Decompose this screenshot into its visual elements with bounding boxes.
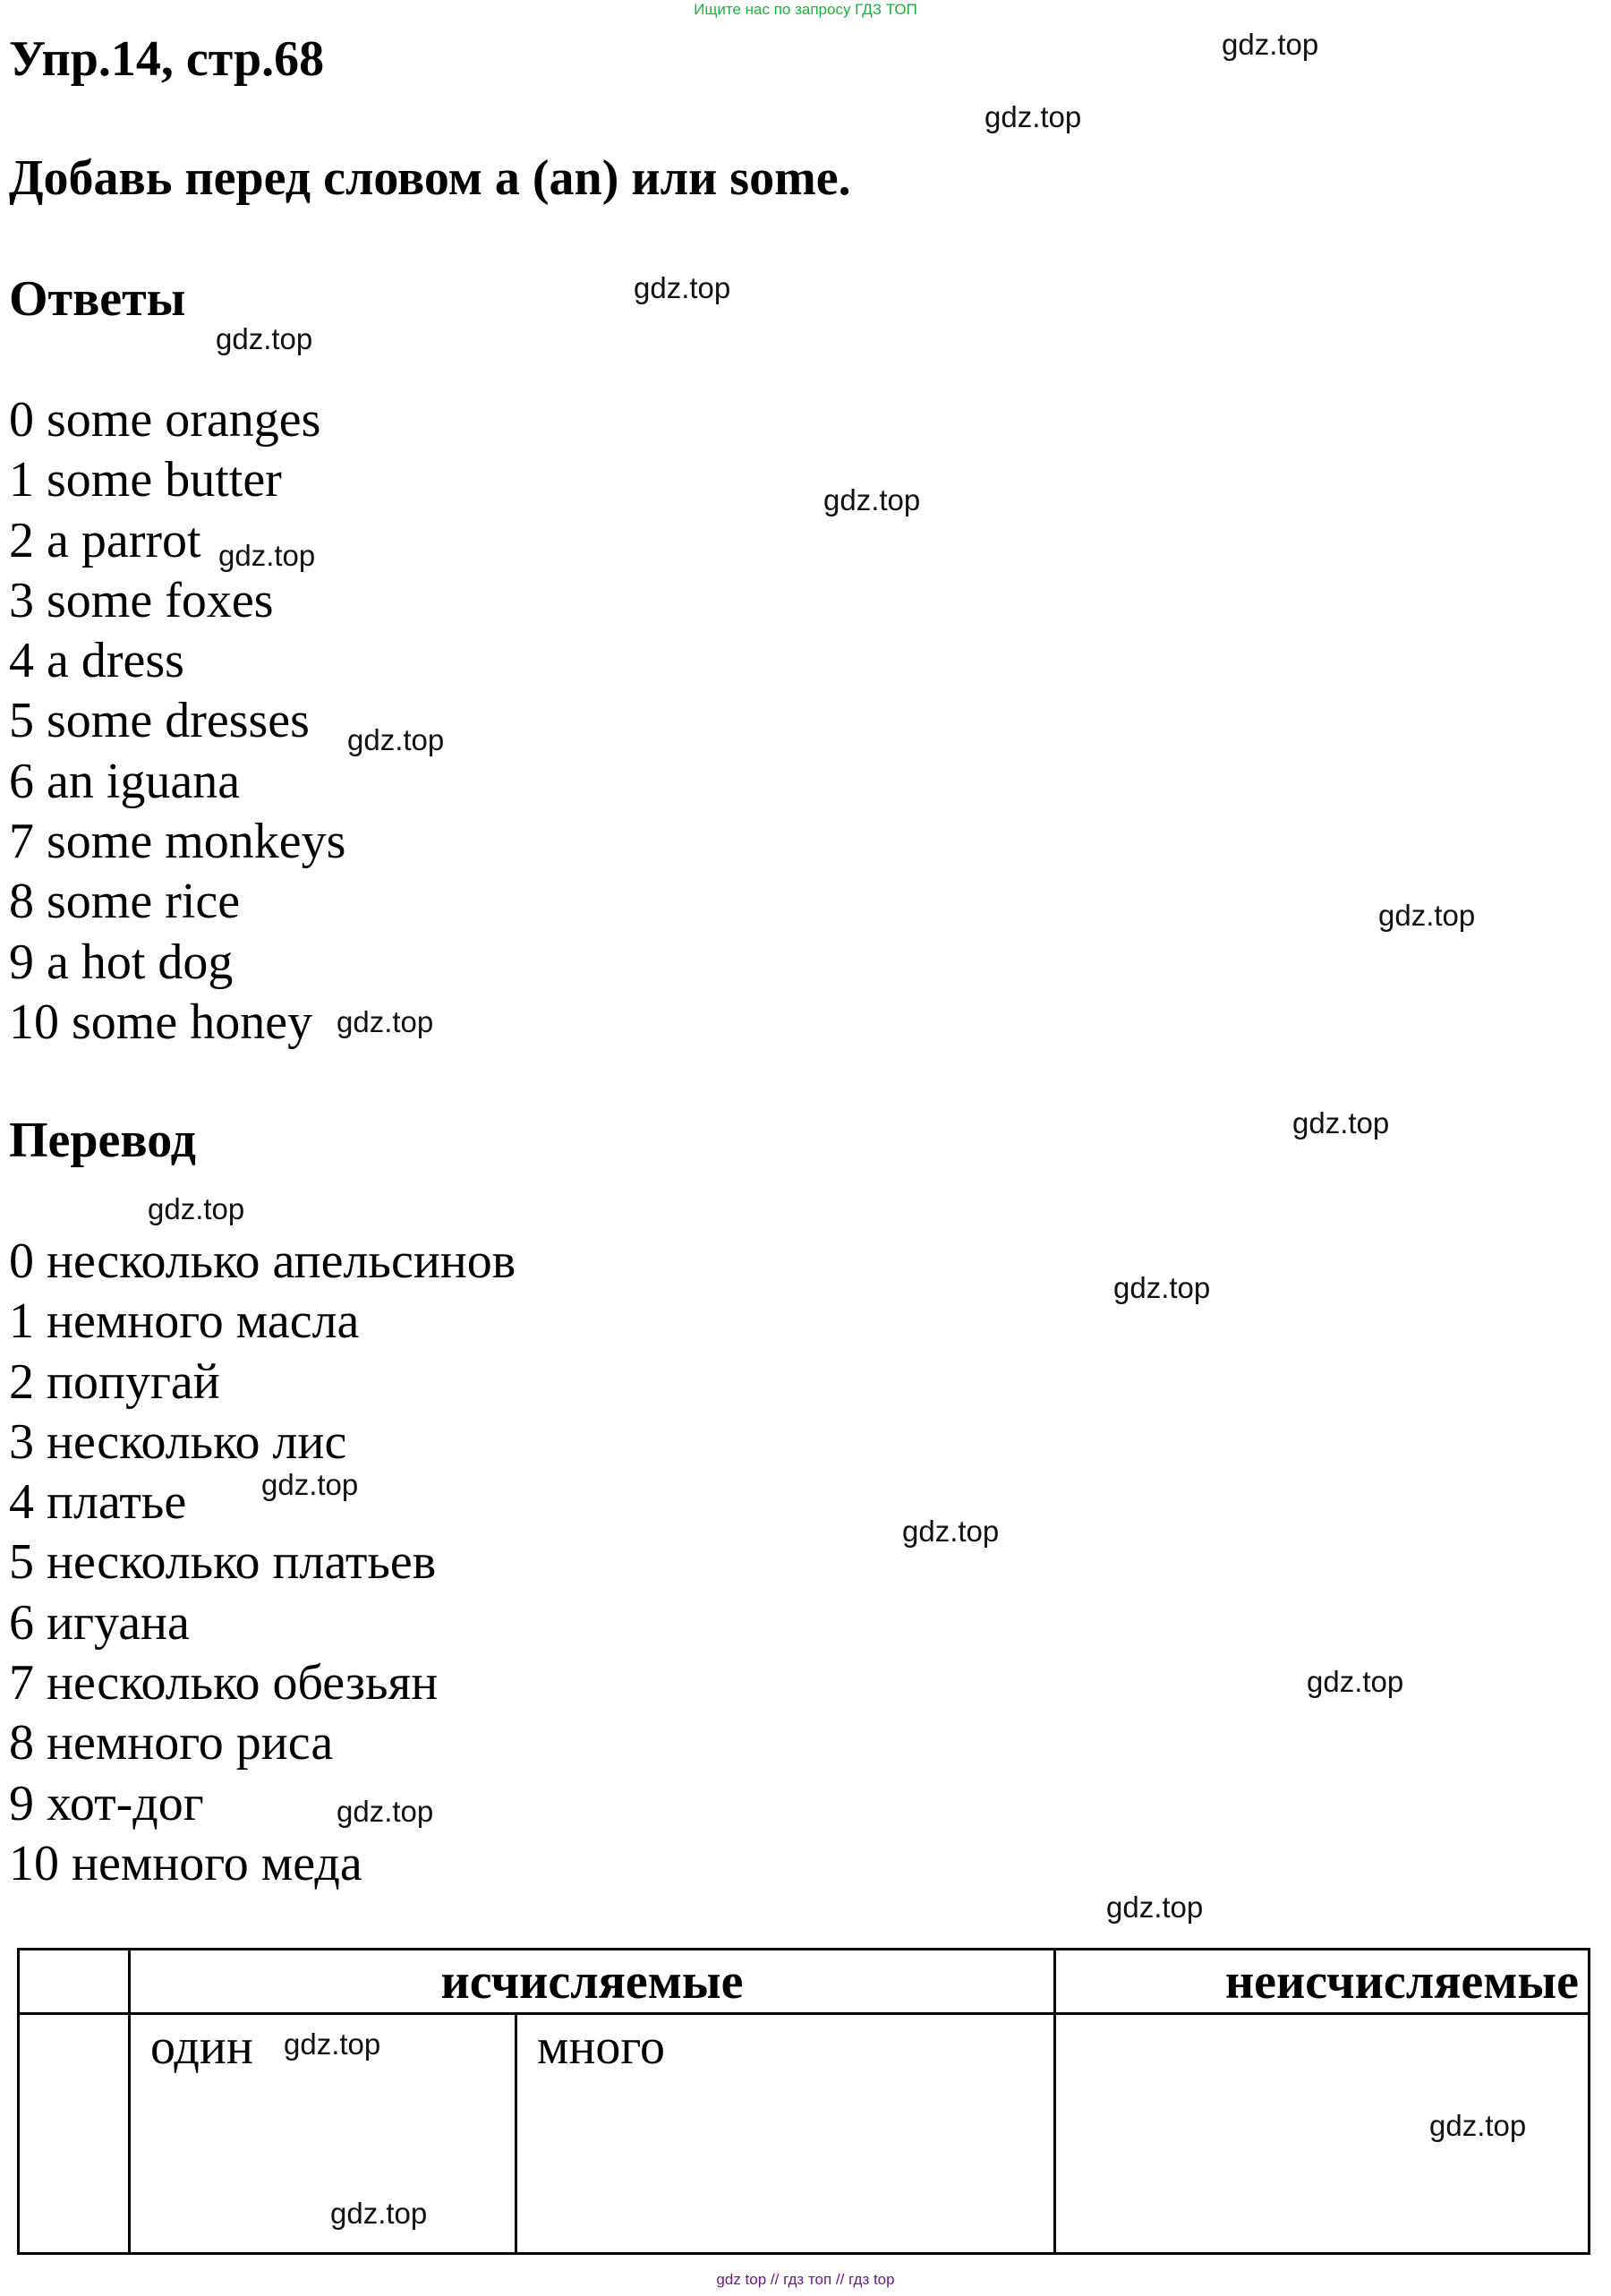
watermark: gdz.top (984, 100, 1082, 133)
page-title: Упр.14, стр.68 (9, 31, 325, 87)
list-item: 3 несколько лис (9, 1413, 347, 1470)
watermark: gdz.top (1113, 1271, 1211, 1304)
list-item: 8 some rice (9, 874, 241, 930)
list-item: 10 немного меда (9, 1835, 362, 1891)
watermark: gdz.top (148, 1192, 245, 1225)
table-header-divider (17, 2012, 1590, 2015)
watermark: gdz.top (337, 1795, 434, 1828)
list-item: 4 a dress (9, 633, 184, 689)
watermark: gdz.top (1106, 1891, 1204, 1924)
watermark: gdz.top (216, 322, 313, 355)
watermark: gdz.top (218, 539, 316, 572)
watermark: gdz.top (1378, 899, 1476, 932)
table-column-divider (515, 2013, 517, 2255)
list-item: 1 some butter (9, 452, 282, 508)
list-item: 0 some oranges (9, 392, 321, 448)
list-item: 1 немного масла (9, 1293, 360, 1350)
list-item: 9 a hot dog (9, 934, 234, 990)
list-item: 2 a parrot (9, 512, 201, 568)
footer-watermark: gdz top // гдз топ // гдз top (716, 2271, 895, 2288)
uncountable-header: неисчисляемые (1224, 1954, 1579, 2010)
watermark: gdz.top (1222, 28, 1319, 61)
list-item: 6 игуана (9, 1594, 190, 1651)
list-item: 7 несколько обезьян (9, 1655, 439, 1711)
list-item: 8 немного риса (9, 1715, 334, 1771)
table-border-bottom (17, 2252, 1590, 2255)
answers-list (9, 390, 345, 1053)
translation-list (9, 1232, 516, 1894)
list-item: 6 an iguana (9, 753, 241, 809)
translation-heading: Перевод (9, 1113, 196, 1168)
list-item: 4 платье (9, 1474, 187, 1531)
answers-heading: Ответы (9, 271, 186, 327)
table-border-right (1588, 1948, 1590, 2255)
list-item: 0 несколько апельсинов (9, 1233, 516, 1289)
watermark: gdz.top (284, 2027, 381, 2061)
table-border-left (17, 1948, 20, 2255)
list-item: 3 some foxes (9, 572, 274, 628)
watermark: gdz.top (823, 483, 921, 516)
watermark: gdz.top (902, 1515, 1000, 1548)
table-border-top (17, 1948, 1590, 1950)
watermark: gdz.top (261, 1468, 359, 1501)
watermark: gdz.top (1307, 1665, 1404, 1698)
watermark: gdz.top (330, 2197, 428, 2230)
list-item: 10 some honey (9, 994, 313, 1050)
list-item: 7 some monkeys (9, 814, 346, 870)
list-item: 5 несколько платьев (9, 1534, 437, 1591)
countable-header: исчисляемые (440, 1954, 744, 2010)
watermark: gdz.top (634, 271, 731, 304)
task-instruction: Добавь перед словом a (an) или some. (9, 150, 851, 206)
list-item: 2 попугай (9, 1353, 220, 1410)
list-item: 9 хот-дог (9, 1775, 204, 1831)
top-banner: Ищите нас по запросу ГДЗ ТОП (694, 1, 917, 18)
watermark: gdz.top (1429, 2109, 1527, 2142)
watermark: gdz.top (1292, 1106, 1390, 1139)
watermark: gdz.top (347, 723, 445, 756)
list-item: 5 some dresses (9, 693, 310, 749)
one-label: один (150, 2019, 253, 2075)
many-label: много (537, 2019, 665, 2075)
watermark: gdz.top (337, 1005, 434, 1038)
